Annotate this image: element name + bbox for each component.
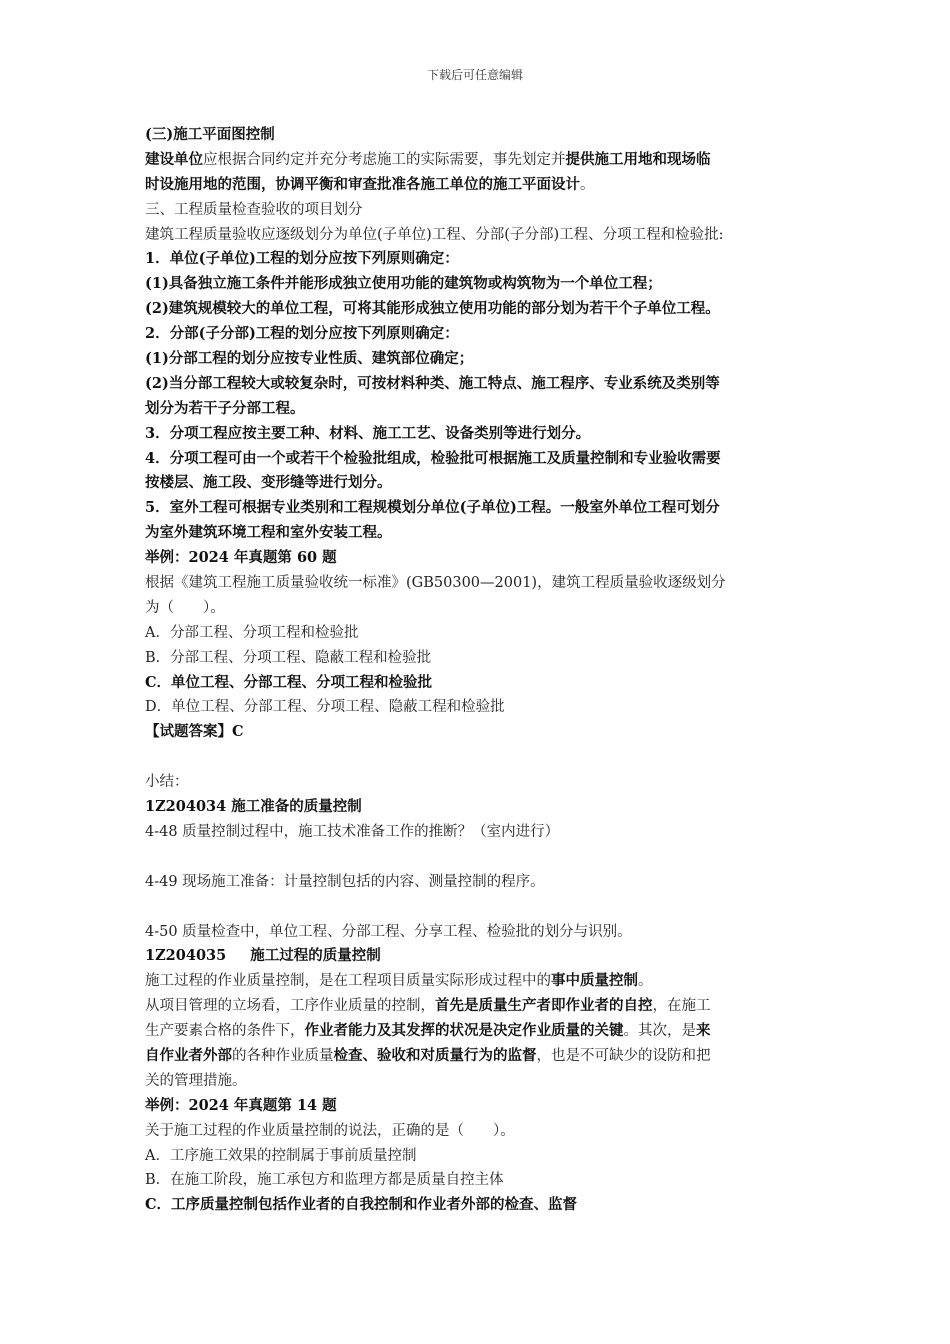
section-heading: 1Z204034 施工准备的质量控制 — [145, 798, 362, 816]
section-heading: 三、工程质量检查验收的项目划分 — [145, 201, 363, 218]
paragraph-line: 施工过程的作业质量控制，是在工程项目质量实际形成过程中的事中质量控制。 — [145, 972, 653, 990]
blank-line — [145, 745, 810, 770]
paragraph-line: 划分为若干子分部工程。 — [145, 399, 305, 417]
question-text: 根据《建筑工程施工质量验收统一标准》(GB50300—2001)，建筑工程质量验收逐级划分 — [145, 575, 726, 592]
summary-item: 4-48 质量控制过程中，施工技术准备工作的推断？（室内进行） — [145, 823, 560, 840]
option-d: D．单位工程、分部工程、分项工程、隐蔽工程和检验批 — [145, 699, 505, 716]
answer-line: 【试题答案】C — [145, 723, 244, 741]
paragraph-line: 建筑工程质量验收应逐级划分为单位(子单位)工程、分部(子分部)工程、分项工程和检验批: — [145, 226, 724, 243]
summary-label: 小结： — [145, 774, 189, 791]
option-b: B．在施工阶段，施工承包方和监理方都是质量自控主体 — [145, 1172, 504, 1189]
paragraph-line: (2)建筑规模较大的单位工程，可将其能形成独立使用功能的部分划为若干个子单位工程。 — [145, 300, 720, 318]
question-text: 关于施工过程的作业质量控制的说法，正确的是（ ）。 — [145, 1122, 515, 1139]
paragraph-line: (1)分部工程的划分应按专业性质、建筑部位确定； — [145, 350, 474, 368]
document-body — [145, 123, 810, 1218]
paragraph-line: 为室外建筑环境工程和室外安装工程。 — [145, 524, 392, 542]
option-a: A．工序施工效果的控制属于事前质量控制 — [145, 1147, 417, 1164]
option-a: A．分部工程、分项工程和检验批 — [145, 624, 359, 641]
summary-item: 4-50 质量检查中，单位工程、分部工程、分享工程、检验批的划分与识别。 — [145, 923, 632, 940]
paragraph-line: (1)具备独立施工条件并能形成独立使用功能的建筑物或构筑物为一个单位工程； — [145, 275, 662, 293]
example-heading: 举例：2024 年真题第 14 题 — [145, 1096, 337, 1114]
section-heading: (三)施工平面图控制 — [145, 126, 275, 143]
option-b: B．分部工程、分项工程、隐蔽工程和检验批 — [145, 649, 432, 666]
section-heading: 1Z204035 施工过程的质量控制 — [145, 947, 381, 965]
paragraph-line: 5．室外工程可根据专业类别和工程规模划分单位(子单位)工程。一般室外单位工程可划分 — [145, 499, 720, 517]
page-header: 下载后可任意编辑 — [426, 68, 523, 82]
example-heading: 举例：2024 年真题第 60 题 — [145, 549, 337, 567]
paragraph-line: (2)当分部工程较大或较复杂时，可按材料种类、施工特点、施工程序、专业系统及类别等 — [145, 374, 720, 392]
paragraph-line: 时设施用地的范围，协调平衡和审查批准各施工单位的施工平面设计。 — [145, 175, 595, 193]
paragraph-line: 1．单位(子单位)工程的划分应按下列原则确定： — [145, 250, 459, 268]
paragraph-line: 建设单位应根据合同约定并充分考虑施工的实际需要，事先划定并提供施工用地和现场临 — [145, 150, 711, 168]
option-c: C．单位工程、分部工程、分项工程和检验批 — [145, 673, 433, 691]
paragraph-line: 关的管理措施。 — [145, 1072, 247, 1089]
paragraph-line: 生产要素合格的条件下，作业者能力及其发挥的状况是决定作业质量的关键。其次，是来 — [145, 1022, 711, 1040]
blank-line — [145, 895, 810, 920]
question-text: 为（ ）。 — [145, 599, 225, 616]
paragraph-line: 2．分部(子分部)工程的划分应按下列原则确定： — [145, 325, 459, 343]
paragraph-line: 3．分项工程应按主要工种、材料、施工工艺、设备类别等进行划分。 — [145, 424, 591, 442]
paragraph-line: 4．分项工程可由一个或若干个检验批组成，检验批可根据施工及质量控制和专业验收需要 — [145, 449, 721, 467]
blank-line — [145, 845, 810, 870]
summary-item: 4-49 现场施工准备：计量控制包括的内容、测量控制的程序。 — [145, 873, 545, 890]
paragraph-line: 按楼层、施工段、变形缝等进行划分。 — [145, 474, 392, 492]
paragraph-line: 自作业者外部的各种作业质量检查、验收和对质量行为的监督，也是不可缺少的设防和把 — [145, 1046, 711, 1064]
option-c: C．工序质量控制包括作业者的自我控制和作业者外部的检查、监督 — [145, 1196, 578, 1214]
paragraph-line: 从项目管理的立场看，工序作业质量的控制，首先是质量生产者即作业者的自控，在施工 — [145, 997, 711, 1015]
